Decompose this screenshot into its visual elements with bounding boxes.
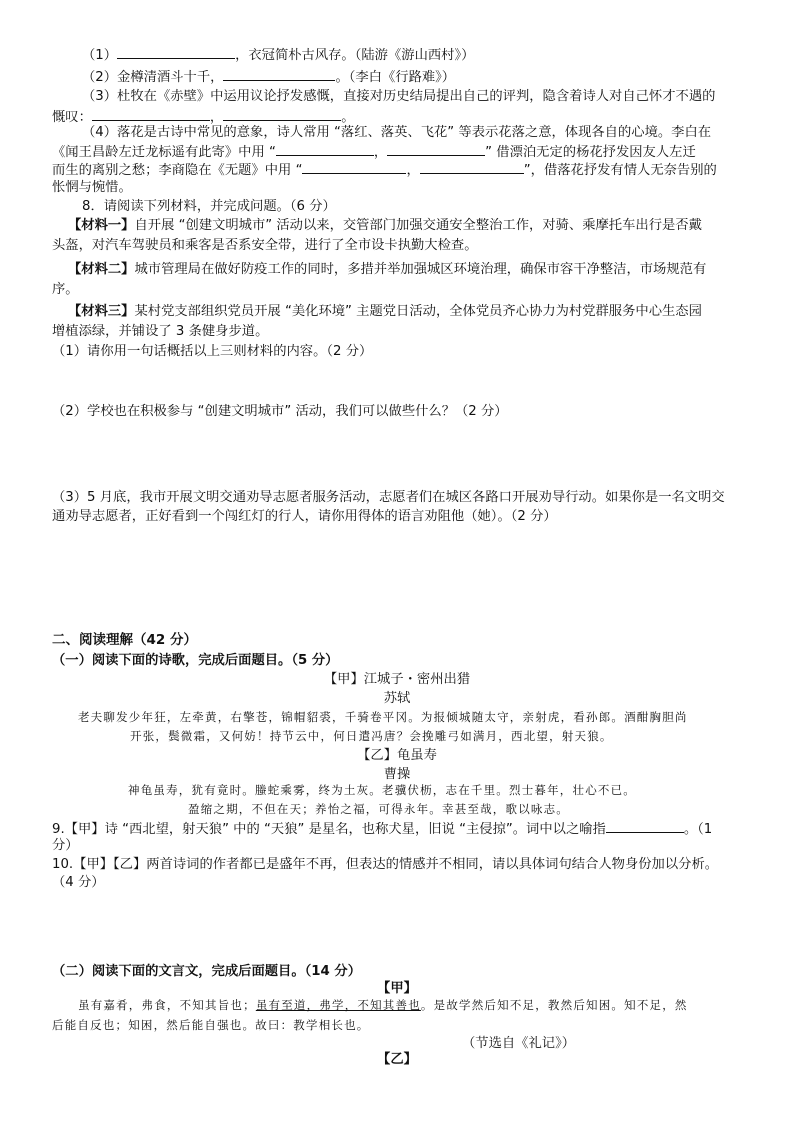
text-yi-label: 【乙】	[377, 1052, 417, 1067]
q7-2-text-b: 。（李白《行路难》）	[335, 70, 456, 85]
material-3-text-a: 某村党支部组织党员开展 “美化环境” 主题党日活动，全体党员齐心协力为村党群服务中心生态园	[134, 304, 702, 319]
q7-3-label: 慨叹：	[52, 110, 92, 125]
material-3-tag: 【材料三】	[68, 304, 135, 319]
material-3-line-a	[68, 302, 702, 321]
q7-line-4d: 怅惘与惋惜。	[52, 180, 132, 195]
q7-4-text-b2: ” 借漂泊无定的杨花抒发因友人左迁	[485, 145, 696, 160]
classical-line-2: 后能自反也；知困，然后能自强也。故曰：教学相长也。	[52, 1018, 370, 1032]
poem-b-title: 【乙】龟虽寿	[357, 748, 437, 763]
comma: ，	[209, 110, 224, 125]
comma: ，	[373, 145, 388, 160]
q8-sub-2: （2）学校也在积极参与 “创建文明城市” 活动，我们可以做些什么？（2 分）	[52, 404, 508, 419]
q7-line-3a: （3）杜牧在《赤壁》中运用议论抒发感慨，直接对历史结局提出自己的评判，隐含着诗人对自己怀才不遇的	[82, 89, 716, 104]
poem-b-line-2: 盈缩之期，不但在天；养怡之福，可得永年。幸甚至哉，歌以咏志。	[188, 802, 569, 816]
answer-blank[interactable]	[420, 159, 524, 174]
source-note: （节选自《礼记》）	[462, 1036, 576, 1051]
section-2-title: 二、阅读理解（42 分）	[52, 632, 197, 648]
poem-b-line-1: 神龟虽寿，犹有竟时。螣蛇乘雾，终为土灰。老骥伏枥，志在千里。烈士暮年，壮心不已。	[128, 783, 636, 797]
q7-line-4a: （4）落花是古诗中常见的意象，诗人常用 “落红、落英、飞花” 等表示花落之意，体现各自的心境。李白在	[82, 125, 712, 140]
answer-blank[interactable]	[117, 44, 235, 59]
q8-title: 8．请阅读下列材料，并完成问题。（6 分）	[82, 199, 336, 214]
answer-blank[interactable]	[606, 818, 684, 833]
part-2-title: （二）阅读下面的文言文，完成后面题目。（14 分）	[52, 964, 362, 979]
material-2-line-a	[68, 260, 706, 279]
material-2-text-a: 城市管理局在做好防疫工作的同时，多措并举加强城区环境治理，确保市容干净整洁，市场规范有	[134, 262, 707, 277]
q7-2-text-a: （2）金樽清酒斗十千，	[82, 70, 224, 85]
q7-line-2	[82, 66, 455, 87]
answer-blank[interactable]	[223, 66, 335, 81]
text-jia-label: 【甲】	[377, 981, 417, 996]
q7-1-number: （1）	[82, 48, 118, 63]
q8-sub-3b: 通劝导志愿者，正好看到一个闯红灯的行人，请你用得体的语言劝阻他（她）。（2 分）	[52, 509, 557, 524]
q7-1-text: ，衣冠简朴古风存。（陆游《游山西村》）	[235, 48, 475, 63]
material-1-tag: 【材料一】	[68, 218, 135, 233]
poem-a-title: 【甲】江城子・密州出猎	[323, 672, 471, 687]
q10-line-a: 10.【甲】【乙】两首诗词的作者都已是盛年不再，但表达的情感并不相同，请以具体词句结合人物身份加以分析。	[52, 857, 719, 872]
answer-blank[interactable]	[387, 141, 485, 156]
material-1-line-a	[68, 216, 702, 235]
material-3-line-b: 增植添绿，并铺设了 3 条健身步道。	[52, 324, 269, 339]
classical-text-b: 。是故学然后知不足，教然后知困。知不足，然	[420, 998, 688, 1012]
material-1-text-a: 自开展 “创建文明城市” 活动以来，交管部门加强交通安全整治工作，对骑、乘摩托车出行是否戴	[134, 218, 702, 233]
period: 。	[341, 110, 355, 125]
material-2-tag: 【材料二】	[68, 262, 135, 277]
answer-blank[interactable]	[223, 106, 341, 121]
answer-blank[interactable]	[92, 106, 210, 121]
material-2-line-b: 序。	[52, 282, 79, 297]
q9-score: 。（1	[683, 822, 713, 837]
answer-blank[interactable]	[302, 159, 406, 174]
q8-sub-1: （1）请你用一句话概括以上三则材料的内容。（2 分）	[52, 344, 373, 359]
q9-line-b: 分）	[52, 838, 79, 853]
q9-text: 9.【甲】诗 “西北望，射天狼” 中的 “天狼” 是星名，也称犬星，旧说 “主侵掠”。词中以之喻指	[52, 822, 606, 837]
q7-4-text-c1: 而生的离别之愁；李商隐在《无题》中用 “	[52, 163, 303, 178]
answer-blank[interactable]	[276, 141, 374, 156]
poem-a-line-2: 开张，鬓微霜，又何妨！持节云中，何日遣冯唐？会挽雕弓如满月，西北望，射天狼。	[130, 729, 613, 743]
poem-a-author: 苏轼	[383, 691, 411, 706]
underlined-sentence: 虽有至道，弗学，不知其善也	[255, 998, 421, 1012]
classical-line-1	[78, 996, 688, 1015]
q8-sub-3a: （3）5 月底，我市开展文明交通劝导志愿者服务活动，志愿者们在城区各路口开展劝导行动。如果你是一名文明交	[52, 490, 725, 505]
q10-line-b: （4 分）	[52, 875, 105, 890]
poem-a-line-1: 老夫聊发少年狂，左牵黄，右擎苍，锦帽貂裘，千骑卷平冈。为报倾城随太守，亲射虎，看孙郎。酒酣胸胆尚	[78, 710, 688, 724]
q7-4-text-b1: 《闻王昌龄左迁龙标遥有此寄》中用 “	[52, 145, 276, 160]
q7-line-1	[82, 44, 474, 65]
q9-line-a	[52, 818, 712, 839]
q7-line-4c	[52, 159, 717, 180]
comma: ，	[406, 163, 420, 178]
q7-4-text-c2: ”，借落花抒发有情人无奈告别的	[523, 163, 717, 178]
material-1-line-b: 头盔，对汽车驾驶员和乘客是否系安全带，进行了全市设卡执勤大检查。	[52, 238, 478, 253]
part-1-title: （一）阅读下面的诗歌，完成后面题目。（5 分）	[52, 653, 339, 668]
classical-text-a: 虽有嘉肴，弗食，不知其旨也；	[78, 998, 256, 1012]
poem-b-author: 曹操	[383, 767, 411, 782]
